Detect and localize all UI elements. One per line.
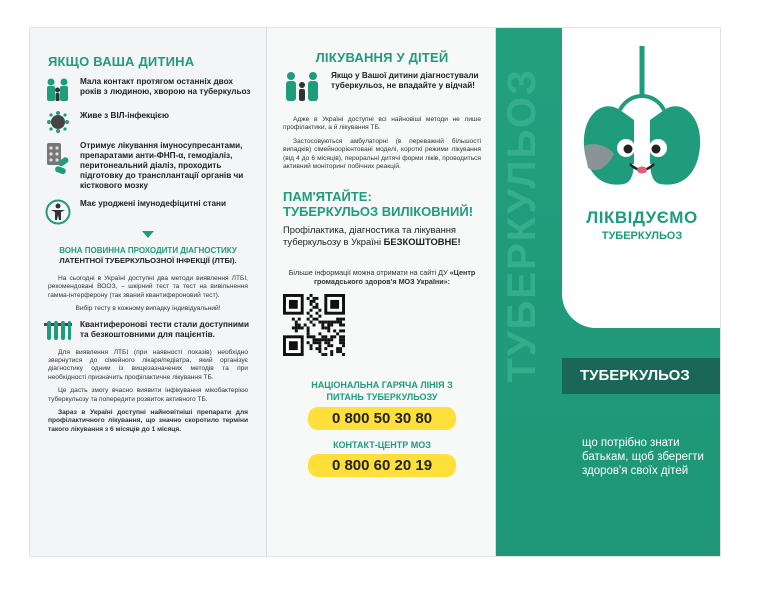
cover-title-bar [562, 358, 720, 394]
virus-child-icon [42, 111, 74, 133]
brochure [30, 28, 720, 556]
panel-left [30, 28, 266, 556]
diagnostic-title: ВОНА ПОВИННА ПРОХОДИТИ ДІАГНОСТИКУ [59, 246, 237, 255]
doctor-paragraph: Для виявлення ЛТБІ (при наявності показів) необхідно звернутися до сімейного лікаря/педіатра, який організує діагностику одним із вищезазначених методів та при необхідності призначить профілактичне лікування ТБ. [48, 348, 248, 381]
risk-text: Отримує лікування імуносупресантами, препаратами анти-ФНП-α, гемодіаліз, перитонеальний діаліз, проходить підготовку до трансплантації органів чи кісткового мозку [80, 141, 244, 190]
test-note [42, 320, 254, 342]
hotline-label: НАЦІОНАЛЬНА ГАРЯЧА ЛІНІЯ З ПИТАНЬ ТУБЕРКУЛЬОЗУ [311, 380, 453, 403]
detect-paragraph: Це дасть змогу вчасно виявити інфікування мікобактерією туберкульозу та попередити розвиток активного ТБ. [48, 387, 248, 403]
info-text: Більше інформації можна отримати на сайті ДУ «Центр громадського здоров'я МОЗ України»: [288, 268, 476, 287]
middle-heading: ЛІКУВАННЯ У ДІТЕЙ [315, 50, 449, 65]
cover-title: ТУБЕРКУЛЬОЗ [580, 367, 690, 384]
down-arrow-icon [142, 231, 154, 238]
diagnostic-subtitle: ЛАТЕНТНОЇ ТУБЕРКУЛЬОЗНОЇ ІНФЕКЦІЇ (ЛТБІ). [59, 256, 237, 265]
cover-subtitle: що потрібно знати батькам, щоб зберегти здоров'я своїх дітей [582, 437, 704, 477]
contact-number[interactable]: 0 800 60 20 19 [308, 454, 456, 477]
panel-middle [266, 28, 496, 556]
family-icon [283, 71, 325, 108]
methods-paragraph: Адже в Україні доступні всі найновіші методи не лише профілактики, а й лікування ТБ. [283, 116, 481, 132]
contact-label: КОНТАКТ-ЦЕНТР МОЗ [333, 440, 431, 451]
hotline-number[interactable]: 0 800 50 30 80 [308, 407, 456, 430]
test-note-text: Квантиферонові тести стали доступними та безкоштовними для пацієнтів. [80, 319, 249, 339]
immune-person-icon [42, 199, 74, 225]
logo-box [562, 28, 720, 328]
callout [283, 71, 481, 108]
family-contact-icon [42, 77, 74, 103]
vertical-word: ТУБЕРКУЛЬОЗ [500, 68, 544, 383]
lungs-mascot-icon [562, 36, 720, 216]
callout-text: Якщо у Вашої дитини діагностували туберкульоз, не впадайте у відчай! [331, 71, 479, 90]
risk-item [42, 111, 254, 133]
risk-text: Мала контакт протягом останніх двох років з людиною, хворою на туберкульоз [80, 77, 251, 96]
models-paragraph: Застосовуються амбулаторні (в переважній більшості випадків) сімейноорієнтовані моделі, короткі режими лікування (від 4 до 6 місяців), пероральні дитячі форми ліків, проводиться активний моніторинг побічних реакцій. [283, 137, 481, 171]
risk-text: Має уроджені імунодефіцитні стани [80, 199, 227, 208]
qr-code[interactable] [283, 294, 345, 356]
left-heading: ЯКЩО ВАША ДИТИНА [48, 54, 195, 69]
risk-item [42, 141, 254, 191]
free-text: Профілактика, діагностика та лікування туберкульозу в Україні БЕЗКОШТОВНЕ! [283, 224, 461, 248]
remember-title: ПАМ'ЯТАЙТЕ: ТУБЕРКУЛЬОЗ ВИЛІКОВНИЙ! [283, 189, 474, 220]
test-tubes-icon [42, 320, 74, 342]
logo-text: ЛІКВІДУЄМО ТУБЕРКУЛЬОЗ [586, 208, 698, 242]
risk-item [42, 199, 254, 225]
methods-paragraph: На сьогодні в Україні доступні два методи виявлення ЛТБІ, рекомендовані ВООЗ, – шкірний тест та тест на вивільнення гамма-інтерферону (так званий квантифероновий тест). [48, 275, 248, 299]
panel-cover [496, 28, 720, 556]
risk-text: Живе з ВІЛ-інфекцією [80, 111, 169, 120]
risk-item [42, 77, 254, 103]
pills-icon [42, 141, 74, 175]
final-paragraph: Зараз в Україні доступні найновітніші препарати для профілактичного лікування, що значно скоротило терміни такого лікування з 6 місяців до 1 місяця. [48, 409, 248, 433]
choice-paragraph: Вибір тесту в кожному випадку індивідуальний! [75, 305, 221, 313]
